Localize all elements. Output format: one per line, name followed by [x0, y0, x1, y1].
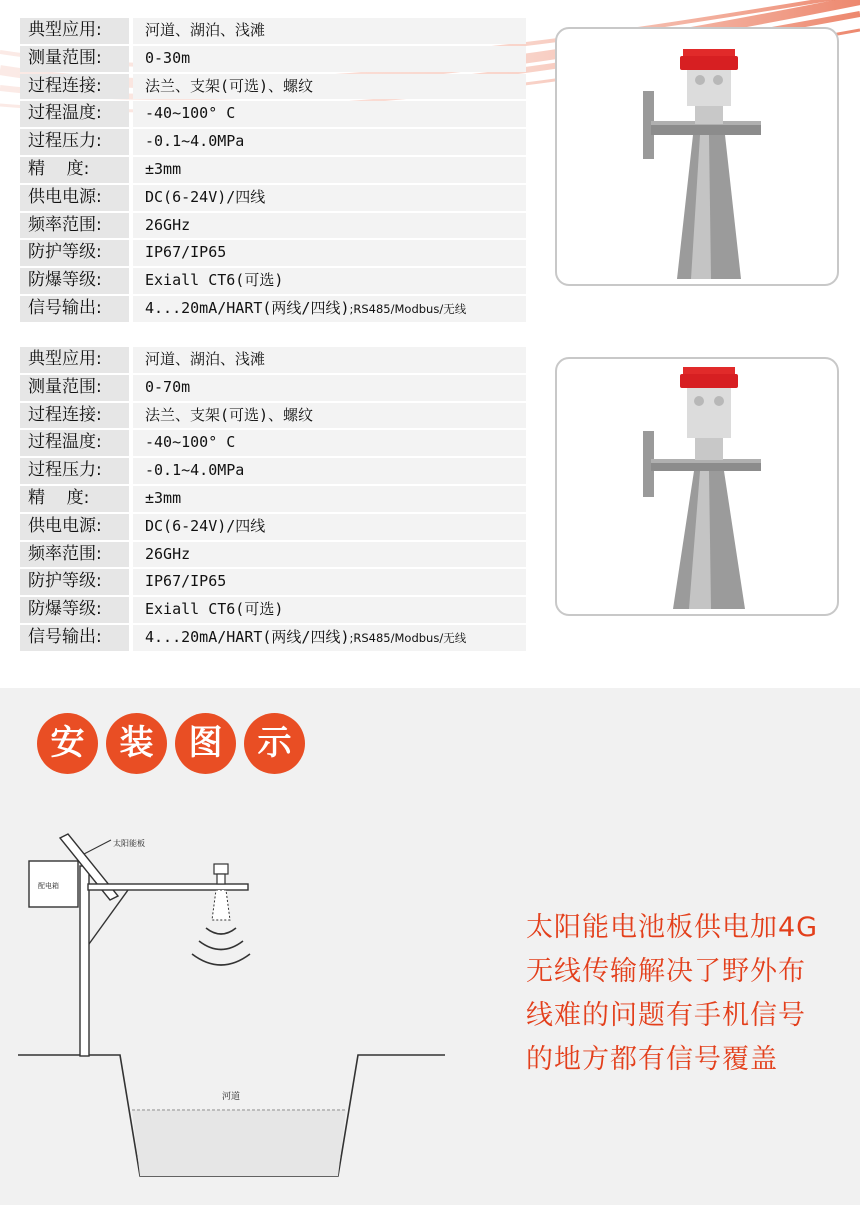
spec-value: IP67/IP65	[133, 240, 526, 266]
spec-row-protection	[20, 240, 526, 266]
river-label: 河道	[222, 1092, 241, 1102]
spec-row-application	[20, 347, 526, 373]
signal-wave	[199, 941, 243, 950]
spec-value: 26GHz	[133, 542, 526, 568]
spec-row-range	[20, 46, 526, 72]
promo-text	[526, 906, 856, 1082]
spec-value: -0.1~4.0MPa	[133, 129, 526, 155]
spec-value-small: ;RS485/Modbus/无线	[349, 301, 467, 316]
spec-value: DC(6-24V)/四线	[133, 185, 526, 211]
spec-label: 信号输出:	[20, 296, 129, 322]
spec-table-2	[20, 347, 526, 651]
spec-row-frequency	[20, 542, 526, 568]
spec-value: ±3mm	[133, 157, 526, 183]
spec-row-output	[20, 625, 526, 651]
spec-value-small: ;RS485/Modbus/无线	[349, 630, 467, 645]
title-badge: 示	[244, 713, 305, 774]
spec-label: 过程连接:	[20, 403, 129, 429]
spec-label: 供电电源:	[20, 514, 129, 540]
spec-row-power	[20, 514, 526, 540]
spec-row-accuracy	[20, 157, 526, 183]
box-label: 配电箱	[38, 882, 59, 890]
spec-row-application	[20, 18, 526, 44]
spec-label: 过程压力:	[20, 458, 129, 484]
signal-wave	[192, 954, 250, 965]
spec-label: 防爆等级:	[20, 597, 129, 623]
spec-table-1	[20, 18, 526, 322]
spec-row-temperature	[20, 430, 526, 456]
product-image-frame-2	[555, 357, 839, 616]
spec-value-main: 4...20mA/HART(两线/四线)	[145, 627, 350, 646]
spec-label: 典型应用:	[20, 347, 129, 373]
spec-label: 过程连接:	[20, 74, 129, 100]
spec-value: IP67/IP65	[133, 569, 526, 595]
spec-value: -0.1~4.0MPa	[133, 458, 526, 484]
spec-label: 过程温度:	[20, 101, 129, 127]
spec-value: 0-30m	[133, 46, 526, 72]
spec-label: 供电电源:	[20, 185, 129, 211]
spec-label: 防护等级:	[20, 240, 129, 266]
spec-value: DC(6-24V)/四线	[133, 514, 526, 540]
spec-value: -40~100° C	[133, 101, 526, 127]
spec-label: 频率范围:	[20, 213, 129, 239]
spec-value: 26GHz	[133, 213, 526, 239]
promo-line: 太阳能电池板供电加4G	[526, 912, 819, 943]
mounting-pole	[80, 866, 89, 1056]
radar-sensor-head	[214, 864, 228, 874]
spec-label: 测量范围:	[20, 46, 129, 72]
spec-row-explosion	[20, 597, 526, 623]
install-title-badges	[37, 713, 305, 774]
solar-panel-label: 太阳能板	[113, 839, 145, 848]
promo-line: 线难的问题有手机信号	[526, 1000, 806, 1031]
mounting-arm	[88, 884, 248, 890]
spec-value: ±3mm	[133, 486, 526, 512]
spec-value: 河道、湖泊、浅滩	[133, 347, 526, 373]
spec-row-pressure	[20, 458, 526, 484]
radar-level-meter-image	[557, 359, 837, 614]
spec-value-main: 4...20mA/HART(两线/四线)	[145, 298, 350, 317]
product-image-frame-1	[555, 27, 839, 286]
spec-label: 防护等级:	[20, 569, 129, 595]
spec-row-output	[20, 296, 526, 322]
spec-label: 过程压力:	[20, 129, 129, 155]
spec-label: 精 度:	[20, 157, 129, 183]
spec-label: 信号输出:	[20, 625, 129, 651]
spec-value: Exiall CT6(可选)	[133, 597, 526, 623]
radar-level-meter-image	[557, 29, 837, 284]
spec-label: 防爆等级:	[20, 268, 129, 294]
river-water	[132, 1110, 346, 1176]
spec-value: Exiall CT6(可选)	[133, 268, 526, 294]
spec-row-accuracy	[20, 486, 526, 512]
spec-row-connection	[20, 403, 526, 429]
spec-value: -40~100° C	[133, 430, 526, 456]
spec-label: 过程温度:	[20, 430, 129, 456]
spec-value: 法兰、支架(可选)、螺纹	[133, 403, 526, 429]
label-leader	[84, 840, 111, 854]
spec-row-explosion	[20, 268, 526, 294]
promo-line: 的地方都有信号覆盖	[526, 1044, 778, 1075]
spec-value	[133, 296, 526, 322]
radar-sensor-body	[217, 874, 225, 884]
installation-section	[0, 688, 860, 1205]
promo-line: 无线传输解决了野外布	[526, 956, 806, 987]
spec-value: 法兰、支架(可选)、螺纹	[133, 74, 526, 100]
spec-value: 0-70m	[133, 375, 526, 401]
install-diagram	[0, 804, 470, 1189]
spec-row-connection	[20, 74, 526, 100]
spec-row-temperature	[20, 101, 526, 127]
radar-horn	[212, 890, 230, 920]
spec-label: 精 度:	[20, 486, 129, 512]
spec-label: 测量范围:	[20, 375, 129, 401]
title-badge: 安	[37, 713, 98, 774]
title-badge: 图	[175, 713, 236, 774]
spec-value: 河道、湖泊、浅滩	[133, 18, 526, 44]
spec-row-protection	[20, 569, 526, 595]
title-badge: 装	[106, 713, 167, 774]
spec-value	[133, 625, 526, 651]
spec-row-power	[20, 185, 526, 211]
spec-label: 典型应用:	[20, 18, 129, 44]
spec-row-pressure	[20, 129, 526, 155]
spec-row-frequency	[20, 213, 526, 239]
spec-label: 频率范围:	[20, 542, 129, 568]
spec-row-range	[20, 375, 526, 401]
signal-wave	[206, 928, 236, 934]
